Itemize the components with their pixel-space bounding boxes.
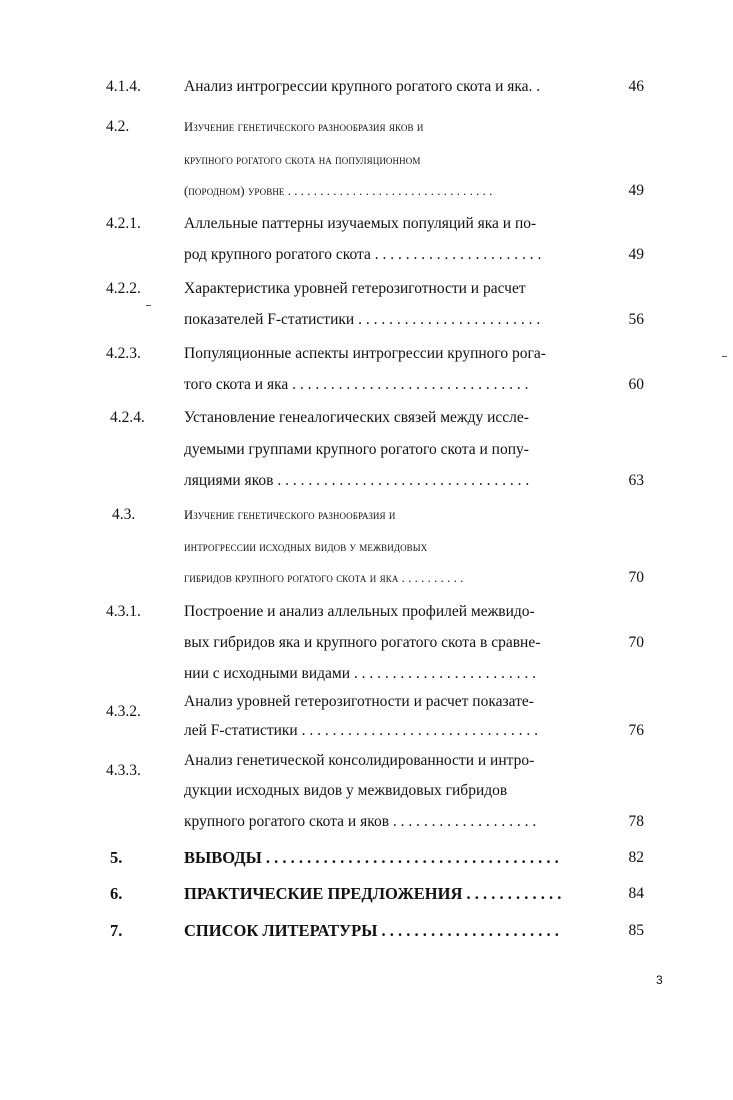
- toc-title-line: Аллельные паттерны изучаемых популяций яка и по-: [184, 215, 537, 232]
- toc-title-line: род крупного рогатого скота . . . . . . . . . . . . . . . . . . . . . .: [184, 246, 542, 263]
- toc-number: 4.3.2.: [106, 703, 141, 720]
- toc-number: 4.3.3.: [106, 762, 141, 779]
- toc-page: 76: [628, 722, 644, 739]
- toc-title-line: Характеристика уровней гетерозиготности и расчет: [184, 280, 526, 297]
- toc-title-line: Изучение генетического разнообразия и: [184, 508, 396, 522]
- toc-page: 82: [628, 849, 644, 866]
- toc-page: 56: [628, 311, 644, 328]
- toc-page: 49: [628, 246, 644, 263]
- toc-page: 46: [628, 78, 644, 95]
- toc-page: 70: [628, 634, 644, 651]
- toc-title-line: Популяционные аспекты интрогрессии крупного рога-: [184, 345, 546, 362]
- toc-number: 4.2.1.: [106, 215, 141, 232]
- toc-title-line: показателей F-статистики . . . . . . . . . . . . . . . . . . . . . . . .: [184, 311, 541, 328]
- toc-number: 4.2.2.: [106, 280, 141, 297]
- scan-mark: [722, 356, 727, 357]
- toc-number: 5.: [110, 848, 123, 867]
- toc-page: 84: [628, 885, 644, 902]
- toc-title-line: крупного рогатого скота и яков . . . . . . . . . . . . . . . . . . .: [184, 813, 537, 830]
- toc-title-line: крупного рогатого скота на популяционном: [184, 153, 421, 167]
- toc-number: 4.1.4.: [106, 78, 141, 95]
- toc-title-line: Построение и анализ аллельных профилей межвидо-: [184, 603, 535, 620]
- toc-title-line: гибридов крупного рогатого скота и яка . . . . . . . . . .: [184, 571, 464, 585]
- toc-number: 4.3.1.: [106, 603, 141, 620]
- toc-title-line: Анализ генетической консолидированности и интро-: [184, 752, 535, 769]
- toc-title-line: ПРАКТИЧЕСКИЕ ПРЕДЛОЖЕНИЯ . . . . . . . . . . . .: [184, 884, 562, 903]
- toc-page: 85: [628, 922, 644, 939]
- page-number: 3: [656, 973, 663, 987]
- toc-title-line: интрогрессии исходных видов у межвидовых: [184, 540, 428, 554]
- toc-page: 70: [628, 569, 644, 586]
- toc-number: 4.2.4.: [110, 409, 145, 426]
- toc-title-line: Анализ уровней гетерозиготности и расчет показате-: [184, 693, 534, 710]
- toc-title-line: Анализ интрогрессии крупного рогатого скота и яка. .: [184, 78, 541, 95]
- toc-title-line: (породном) уровне . . . . . . . . . . . . . . . . . . . . . . . . . . . . . . . .: [184, 184, 493, 198]
- toc-title-line: дукции исходных видов у межвидовых гибридов: [184, 782, 508, 799]
- toc-title-line: Изучение генетического разнообразия яков и: [184, 120, 424, 134]
- toc-page: 60: [628, 376, 644, 393]
- toc-title-line: того скота и яка . . . . . . . . . . . . . . . . . . . . . . . . . . . . . . .: [184, 376, 529, 393]
- toc-number: 4.2.: [106, 118, 130, 135]
- toc-title-line: вых гибридов яка и крупного рогатого скота в сравне-: [184, 634, 541, 651]
- toc-title-line: Установление генеалогических связей между иссле-: [184, 409, 529, 426]
- toc-title-line: ляциями яков . . . . . . . . . . . . . . . . . . . . . . . . . . . . . . . . .: [184, 472, 530, 489]
- toc-page: 49: [628, 182, 644, 199]
- toc-number: 4.3.: [112, 506, 136, 523]
- toc-number: 4.2.3.: [106, 345, 141, 362]
- toc-title-line: СПИСОК ЛИТЕРАТУРЫ . . . . . . . . . . . . . . . . . . . . . .: [184, 921, 559, 940]
- toc-title-line: нии с исходными видами . . . . . . . . . . . . . . . . . . . . . . . .: [184, 665, 537, 682]
- toc-page: 78: [628, 813, 644, 830]
- toc-number: 6.: [110, 884, 123, 903]
- toc-page: 63: [628, 472, 644, 489]
- toc-number: 7.: [110, 921, 123, 940]
- toc-title-line: лей F-статистики . . . . . . . . . . . . . . . . . . . . . . . . . . . . . . .: [184, 722, 538, 739]
- toc-title-line: ВЫВОДЫ . . . . . . . . . . . . . . . . . . . . . . . . . . . . . . . . . . . .: [184, 848, 559, 867]
- toc-title-line: дуемыми группами крупного рогатого скота и попу-: [184, 441, 529, 458]
- scan-mark: [146, 305, 151, 306]
